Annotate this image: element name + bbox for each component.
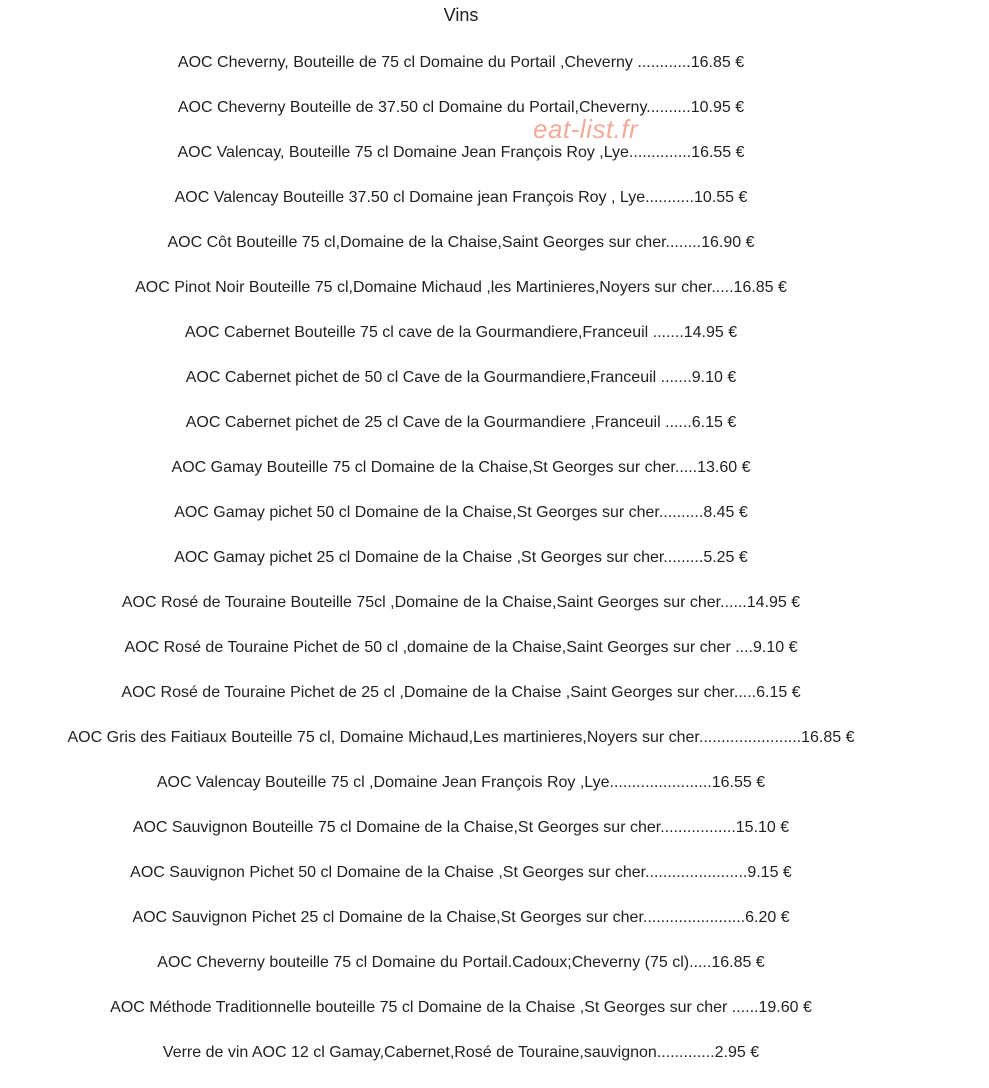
wine-item: AOC Valencay Bouteille 37.50 cl Domaine jean François Roy , Lye...........10.55 €: [174, 189, 748, 206]
wine-item: AOC Cabernet Bouteille 75 cl cave de la Gourmandiere,Franceuil .......14.95 €: [184, 324, 738, 341]
wine-item: AOC Rosé de Touraine Bouteille 75cl ,Domaine de la Chaise,Saint Georges sur cher......14.95 €: [121, 594, 801, 611]
wine-item: AOC Rosé de Touraine Pichet de 25 cl ,Domaine de la Chaise ,Saint Georges sur cher.....6.15 €: [121, 684, 801, 701]
watermark-text: eat-list.fr: [533, 114, 639, 144]
wine-item: AOC Rosé de Touraine Pichet de 50 cl ,domaine de la Chaise,Saint Georges sur cher ....9.10 €: [124, 639, 798, 656]
wine-item: AOC Cheverny, Bouteille de 75 cl Domaine du Portail ,Cheverny ............16.85 €: [177, 54, 745, 71]
wine-item: AOC Côt Bouteille 75 cl,Domaine de la Chaise,Saint Georges sur cher........16.90 €: [167, 234, 755, 251]
page-title: Vins: [443, 5, 479, 25]
wine-item: AOC Sauvignon Pichet 50 cl Domaine de la Chaise ,St Georges sur cher.......................9.15 €: [130, 864, 792, 881]
wine-item: AOC Cabernet pichet de 25 cl Cave de la Gourmandiere ,Franceuil ......6.15 €: [185, 414, 737, 431]
wine-list: [0, 50, 922, 1085]
wine-item: AOC Sauvignon Pichet 25 cl Domaine de la Chaise,St Georges sur cher.......................6.20 €: [132, 909, 790, 926]
wine-item: AOC Valencay, Bouteille 75 cl Domaine Jean François Roy ,Lye..............16.55 €: [177, 144, 745, 161]
wine-item: AOC Gris des Faitiaux Bouteille 75 cl, Domaine Michaud,Les martinieres,Noyers sur cher.......................16.85 €: [67, 729, 855, 746]
wine-item: AOC Cabernet pichet de 50 cl Cave de la Gourmandiere,Franceuil .......9.10 €: [185, 369, 737, 386]
wine-item: AOC Gamay pichet 25 cl Domaine de la Chaise ,St Georges sur cher.........5.25 €: [174, 549, 748, 566]
wine-item: AOC Méthode Traditionnelle bouteille 75 cl Domaine de la Chaise ,St Georges sur cher ......19.60 €: [110, 999, 812, 1016]
wine-item: AOC Gamay Bouteille 75 cl Domaine de la Chaise,St Georges sur cher.....13.60 €: [171, 459, 751, 476]
wine-item: AOC Gamay pichet 50 cl Domaine de la Chaise,St Georges sur cher..........8.45 €: [174, 504, 748, 521]
wine-item: AOC Sauvignon Bouteille 75 cl Domaine de la Chaise,St Georges sur cher.................15.10 €: [132, 819, 790, 836]
wine-item: AOC Cheverny bouteille 75 cl Domaine du Portail.Cadoux;Cheverny (75 cl).....16.85 €: [157, 954, 765, 971]
wine-item: Verre de vin AOC 12 cl Gamay,Cabernet,Rosé de Touraine,sauvignon.............2.95 €: [162, 1044, 760, 1061]
wine-item: AOC Valencay Bouteille 75 cl ,Domaine Jean François Roy ,Lye.......................16.55 €: [156, 774, 766, 791]
wine-item: AOC Pinot Noir Bouteille 75 cl,Domaine Michaud ,les Martinieres,Noyers sur cher.....16.85 €: [135, 279, 787, 296]
wine-item: AOC Cheverny Bouteille de 37.50 cl Domaine du Portail,Cheverny..........10.95 €: [177, 99, 745, 116]
